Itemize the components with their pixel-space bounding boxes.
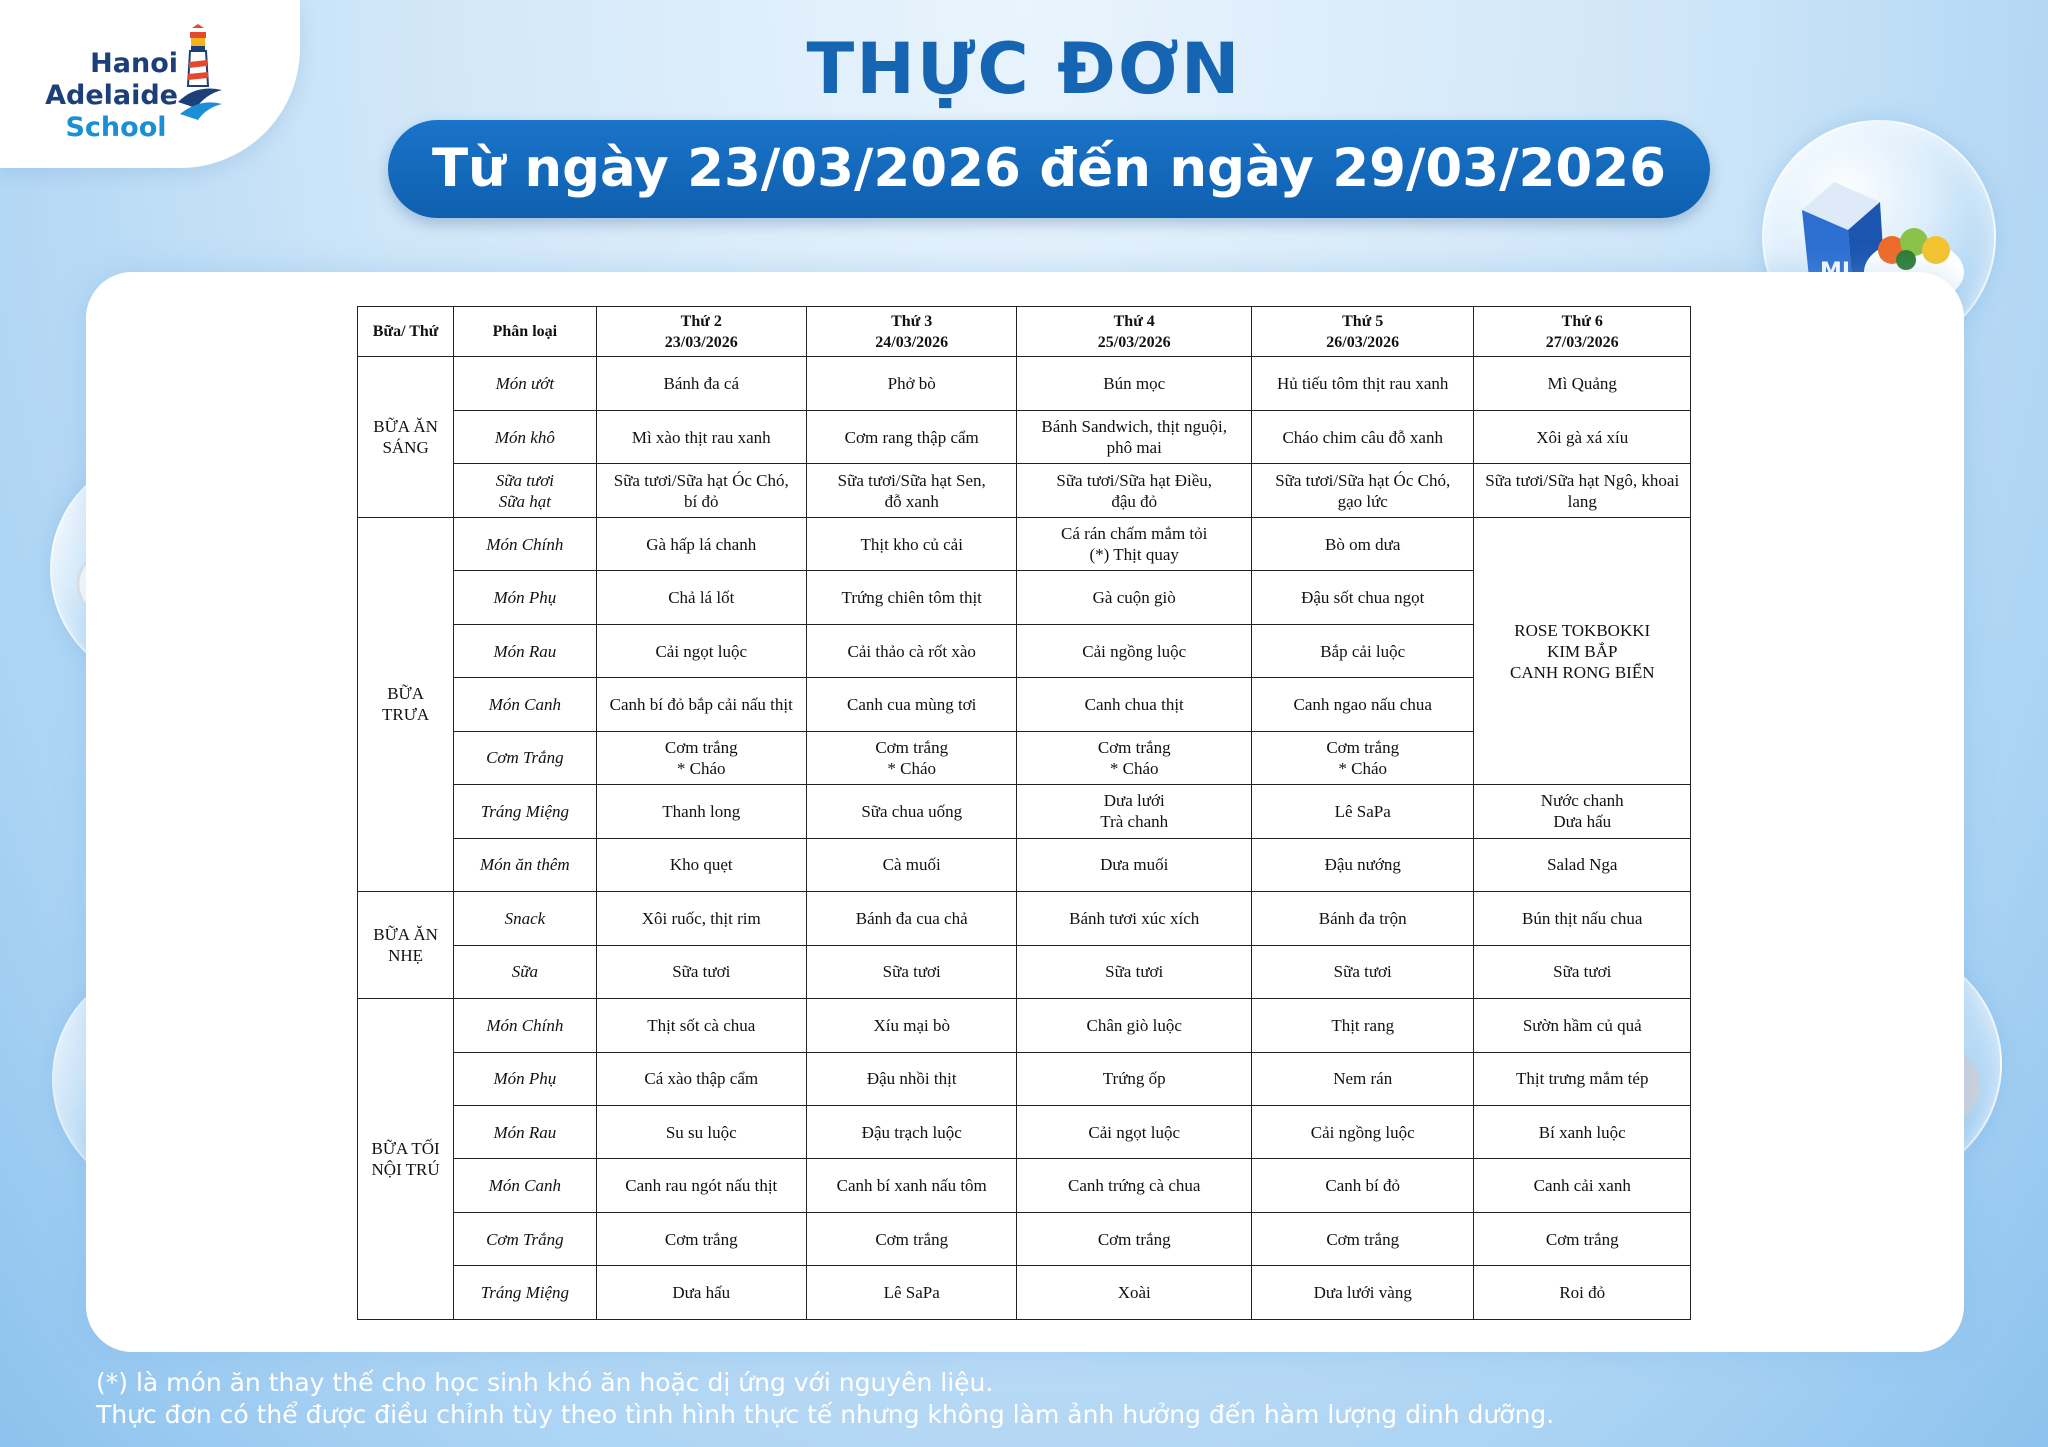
table-row (358, 945, 1691, 998)
menu-cell: Kho quẹt (596, 838, 806, 891)
category-cell: Sữa tươi Sữa hạt (454, 464, 596, 517)
friday-lunch-special: ROSE TOKBOKKI KIM BẮP CANH RONG BIỂN (1474, 517, 1691, 784)
menu-cell: Sữa tươi/Sữa hạt Điều, đậu đỏ (1017, 464, 1252, 517)
table-row (358, 838, 1691, 891)
menu-cell: Dưa lưới vàng (1251, 1266, 1474, 1320)
header-meal: Bữa/ Thứ (358, 307, 454, 357)
menu-cell: Cơm trắng (1017, 1212, 1252, 1265)
menu-cell: Cơm trắng (1251, 1212, 1474, 1265)
menu-cell: Mì xào thịt rau xanh (596, 410, 806, 463)
header-day: Thứ 3 24/03/2026 (806, 307, 1016, 357)
category-cell: Món Phụ (454, 1052, 596, 1105)
menu-cell: Đậu sốt chua ngọt (1251, 571, 1474, 624)
table-row (358, 410, 1691, 463)
table-row (358, 464, 1691, 517)
logo-line-hanoi: Hanoi (90, 48, 178, 79)
category-cell: Sữa (454, 945, 596, 998)
menu-cell: Xôi ruốc, thịt rim (596, 892, 806, 945)
category-cell: Món Canh (454, 1159, 596, 1212)
menu-cell: Xoài (1017, 1266, 1252, 1320)
meal-label-snack: BỮA ĂN NHẸ (358, 892, 454, 999)
menu-cell: Thịt rang (1251, 999, 1474, 1052)
menu-cell: Salad Nga (1474, 838, 1691, 891)
menu-cell: Nem rán (1251, 1052, 1474, 1105)
menu-cell: Sữa tươi/Sữa hạt Ngô, khoai lang (1474, 464, 1691, 517)
menu-cell: Cơm trắng (806, 1212, 1016, 1265)
menu-cell: Gà hấp lá chanh (596, 517, 806, 570)
menu-cell: Sữa tươi/Sữa hạt Sen, đỗ xanh (806, 464, 1016, 517)
menu-cell: Trứng chiên tôm thịt (806, 571, 1016, 624)
menu-cell: Cải thảo cà rốt xào (806, 624, 1016, 677)
menu-cell: Canh bí đỏ bắp cải nấu thịt (596, 678, 806, 731)
category-cell: Tráng Miệng (454, 785, 596, 838)
menu-cell: Sữa tươi (1017, 945, 1252, 998)
menu-cell: Thịt kho củ cải (806, 517, 1016, 570)
menu-cell: Bí xanh luộc (1474, 1106, 1691, 1159)
category-cell: Món Chính (454, 999, 596, 1052)
menu-cell: Canh bí xanh nấu tôm (806, 1159, 1016, 1212)
menu-cell: Cá rán chấm mắm tỏi (*) Thịt quay (1017, 517, 1252, 570)
weekly-menu-table (357, 306, 1691, 1320)
menu-cell: Mì Quảng (1474, 357, 1691, 410)
menu-cell: Dưa lưới Trà chanh (1017, 785, 1252, 838)
menu-cell: Cải ngồng luộc (1017, 624, 1252, 677)
menu-cell: Phở bò (806, 357, 1016, 410)
footnote-adjustment: Thực đơn có thể được điều chỉnh tùy theo tình hình thực tế nhưng không làm ảnh hưởng đến hàm lượng dinh dưỡng. (96, 1400, 1555, 1429)
menu-cell: Bánh Sandwich, thịt nguội, phô mai (1017, 410, 1252, 463)
menu-cell: Bún mọc (1017, 357, 1252, 410)
menu-cell: Cải ngồng luộc (1251, 1106, 1474, 1159)
menu-cell: Bánh đa cua chả (806, 892, 1016, 945)
category-cell: Cơm Trắng (454, 731, 596, 784)
menu-cell: Dưa hấu (596, 1266, 806, 1320)
category-cell: Món Canh (454, 678, 596, 731)
menu-cell: Xôi gà xá xíu (1474, 410, 1691, 463)
menu-cell: Thanh long (596, 785, 806, 838)
logo-line-school: School (65, 112, 167, 143)
table-row (358, 1106, 1691, 1159)
menu-cell: Sườn hầm củ quả (1474, 999, 1691, 1052)
menu-cell: Canh cải xanh (1474, 1159, 1691, 1212)
menu-cell: Sữa tươi/Sữa hạt Óc Chó, bí đỏ (596, 464, 806, 517)
menu-cell: Trứng ốp (1017, 1052, 1252, 1105)
menu-cell: Hủ tiếu tôm thịt rau xanh (1251, 357, 1474, 410)
category-cell: Món ăn thêm (454, 838, 596, 891)
menu-cell: Cơm trắng (1474, 1212, 1691, 1265)
menu-cell: Chân giò luộc (1017, 999, 1252, 1052)
menu-cell: Cà muối (806, 838, 1016, 891)
menu-cell: Dưa muối (1017, 838, 1252, 891)
menu-cell: Cơm rang thập cẩm (806, 410, 1016, 463)
meal-label-lunch: BỮA TRƯA (358, 517, 454, 891)
menu-cell: Canh rau ngót nấu thịt (596, 1159, 806, 1212)
category-cell: Món Rau (454, 1106, 596, 1159)
menu-cell: Cơm trắng * Cháo (1251, 731, 1474, 784)
menu-cell: Lê SaPa (1251, 785, 1474, 838)
menu-cell: Cơm trắng (596, 1212, 806, 1265)
category-cell: Món Chính (454, 517, 596, 570)
footnote-substitute: (*) là món ăn thay thế cho học sinh khó ăn hoặc dị ứng với nguyên liệu. (96, 1368, 994, 1397)
menu-cell: Sữa chua uống (806, 785, 1016, 838)
menu-cell: Sữa tươi (1251, 945, 1474, 998)
logo-line-adelaide: Adelaide (45, 80, 178, 111)
menu-cell: Cá xào thập cẩm (596, 1052, 806, 1105)
menu-cell: Cải ngọt luộc (1017, 1106, 1252, 1159)
menu-cell: Cơm trắng * Cháo (806, 731, 1016, 784)
menu-cell: Su su luộc (596, 1106, 806, 1159)
date-range-banner: Từ ngày 23/03/2026 đến ngày 29/03/2026 (388, 120, 1710, 218)
table-row (358, 1052, 1691, 1105)
menu-cell: Sữa tươi (1474, 945, 1691, 998)
category-cell: Món khô (454, 410, 596, 463)
menu-cell: Sữa tươi (596, 945, 806, 998)
menu-cell: Canh ngao nấu chua (1251, 678, 1474, 731)
footnotes (96, 1367, 1896, 1431)
header-category: Phân loại (454, 307, 596, 357)
category-cell: Tráng Miệng (454, 1266, 596, 1320)
menu-cell: Thịt trưng mắm tép (1474, 1052, 1691, 1105)
table-row (358, 785, 1691, 838)
menu-cell: Bún thịt nấu chua (1474, 892, 1691, 945)
table-row (358, 1212, 1691, 1265)
menu-cell: Cháo chim câu đỗ xanh (1251, 410, 1474, 463)
menu-cell: Đậu trạch luộc (806, 1106, 1016, 1159)
menu-cell: Bánh đa cá (596, 357, 806, 410)
menu-cell: Đậu nhồi thịt (806, 1052, 1016, 1105)
table-row (358, 1159, 1691, 1212)
table-row (358, 517, 1691, 570)
menu-cell: Gà cuộn giò (1017, 571, 1252, 624)
menu-cell: Thịt sốt cà chua (596, 999, 806, 1052)
menu-cell: Roi đỏ (1474, 1266, 1691, 1320)
meal-label-dinner: BỮA TỐI NỘI TRÚ (358, 999, 454, 1320)
header-day: Thứ 2 23/03/2026 (596, 307, 806, 357)
category-cell: Cơm Trắng (454, 1212, 596, 1265)
menu-cell: Lê SaPa (806, 1266, 1016, 1320)
category-cell: Món Rau (454, 624, 596, 677)
category-cell: Món ướt (454, 357, 596, 410)
header-row (358, 307, 1691, 357)
meal-label-breakfast: BỮA ĂN SÁNG (358, 357, 454, 517)
menu-cell: Bánh tươi xúc xích (1017, 892, 1252, 945)
menu-cell: Canh chua thịt (1017, 678, 1252, 731)
page-title: THỰC ĐƠN (806, 28, 1242, 110)
menu-cell: Bò om dưa (1251, 517, 1474, 570)
menu-cell: Cơm trắng * Cháo (596, 731, 806, 784)
menu-cell: Bắp cải luộc (1251, 624, 1474, 677)
table-row (358, 1266, 1691, 1320)
menu-cell: Cải ngọt luộc (596, 624, 806, 677)
menu-cell: Bánh đa trộn (1251, 892, 1474, 945)
menu-cell: Cơm trắng * Cháo (1017, 731, 1252, 784)
menu-cell: Canh bí đỏ (1251, 1159, 1474, 1212)
category-cell: Snack (454, 892, 596, 945)
header-day: Thứ 4 25/03/2026 (1017, 307, 1252, 357)
menu-cell: Sữa tươi/Sữa hạt Óc Chó, gạo lức (1251, 464, 1474, 517)
menu-cell: Đậu nướng (1251, 838, 1474, 891)
table-row (358, 357, 1691, 410)
menu-cell: Sữa tươi (806, 945, 1016, 998)
menu-cell: Canh trứng cà chua (1017, 1159, 1252, 1212)
header-day: Thứ 6 27/03/2026 (1474, 307, 1691, 357)
menu-cell: Xíu mại bò (806, 999, 1016, 1052)
menu-cell: Canh cua mùng tơi (806, 678, 1016, 731)
category-cell: Món Phụ (454, 571, 596, 624)
menu-cell: Chả lá lốt (596, 571, 806, 624)
table-row (358, 892, 1691, 945)
table-row (358, 999, 1691, 1052)
menu-cell: Nước chanh Dưa hấu (1474, 785, 1691, 838)
header-day: Thứ 5 26/03/2026 (1251, 307, 1474, 357)
